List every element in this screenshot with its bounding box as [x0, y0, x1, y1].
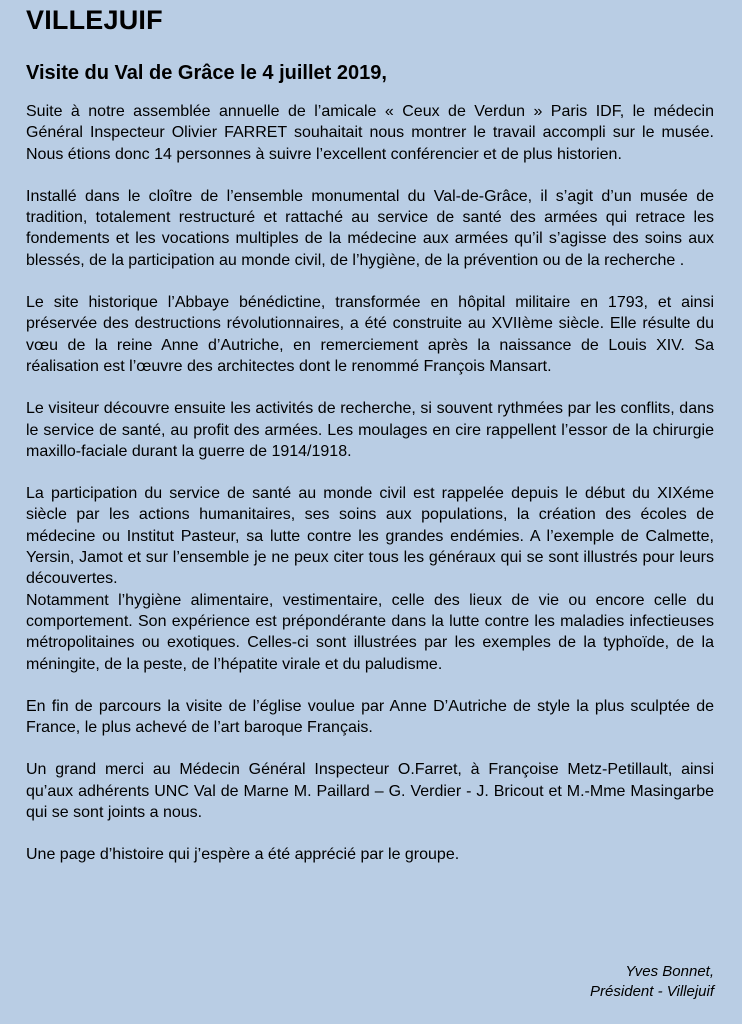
- paragraph-civil: La participation du service de santé au monde civil est rappelée depuis le début du XIXéme siècle par les actions humanitaires, ses soins aux populations, la création des écoles de médecine ou Institut Pasteur, sa lutte contre les grandes endémies. A l’exemple de Calmette, Yersin, Jamot et sur l’ensemble je ne peux citer tous les généraux qui se sont illustrés pour leurs découvertes.: [26, 485, 714, 588]
- signature-role: Président - Villejuif: [590, 983, 714, 1000]
- paragraph-museum: Installé dans le cloître de l’ensemble monumental du Val-de-Grâce, il s’agit d’un musée de tradition, totalement restructuré et rattaché au service de santé des armées qui retrace les fondements et les vocations multiples de la médecine aux armées qu’il s’agisse des soins aux blessés, de la participation au monde civil, de l’hygiène, de la prévention ou de la recherche .: [26, 187, 714, 269]
- paragraph-research: Le visiteur découvre ensuite les activités de recherche, si souvent rythmées par les conflits, dans le service de santé, au profit des armées. Les moulages en cire rappellent l’essor de la chirurgie maxillo-faciale durant la guerre de 1914/1918.: [26, 400, 714, 460]
- paragraph-abbey: Le site historique l’Abbaye bénédictine, transformée en hôpital militaire en 1793, et ainsi préservée des destructions révolutionnaires, a été construite au XVIIème siècle. Elle résulte du vœu de la reine Anne d’Autriche, en remerciement après la naissance de Louis XIV. Sa réalisation est l’œuvre des architectes dont le renommé François Mansart.: [26, 294, 714, 375]
- article-title: Visite du Val de Grâce le 4 juillet 2019,: [26, 62, 387, 84]
- paragraph-thanks: Un grand merci au Médecin Général Inspecteur O.Farret, à Françoise Metz-Petillault, ainsi qu’aux adhérents UNC Val de Marne M. Paillard – G. Verdier - J. Bricout et M.-Mme Masingarbe qui se sont joints a nous.: [26, 761, 714, 822]
- article-body: [26, 101, 714, 866]
- paragraph-closing: Une page d’histoire qui j’espère a été apprécié par le groupe.: [26, 846, 460, 864]
- city-heading: VILLEJUIF: [26, 5, 163, 35]
- paragraph-church: En fin de parcours la visite de l’église voulue par Anne D’Autriche de style la plus sculptée de France, le plus achevé de l’art baroque Français.: [26, 697, 714, 737]
- paragraph-intro: Suite à notre assemblée annuelle de l’amicale « Ceux de Verdun » Paris IDF, le médecin Général Inspecteur Olivier FARRET souhaitait nous montrer le travail accompli sur le musée. Nous étions donc 14 personnes à suivre l’excellent conférencier et de plus historien.: [26, 103, 714, 163]
- paragraph-hygiene: Notamment l’hygiène alimentaire, vestimentaire, celle des lieux de vie ou encore celle du comportement. Son expérience est prépondérante dans la lutte contre les maladies infectieuses métropolitaines ou exotiques. Celles-ci sont illustrées par les exemples de la typhoïde, de la méningite, de la peste, de l’hépatite virale et du paludisme.: [26, 591, 714, 673]
- signature-block: [590, 962, 714, 1002]
- signature-name: Yves Bonnet,: [625, 963, 714, 980]
